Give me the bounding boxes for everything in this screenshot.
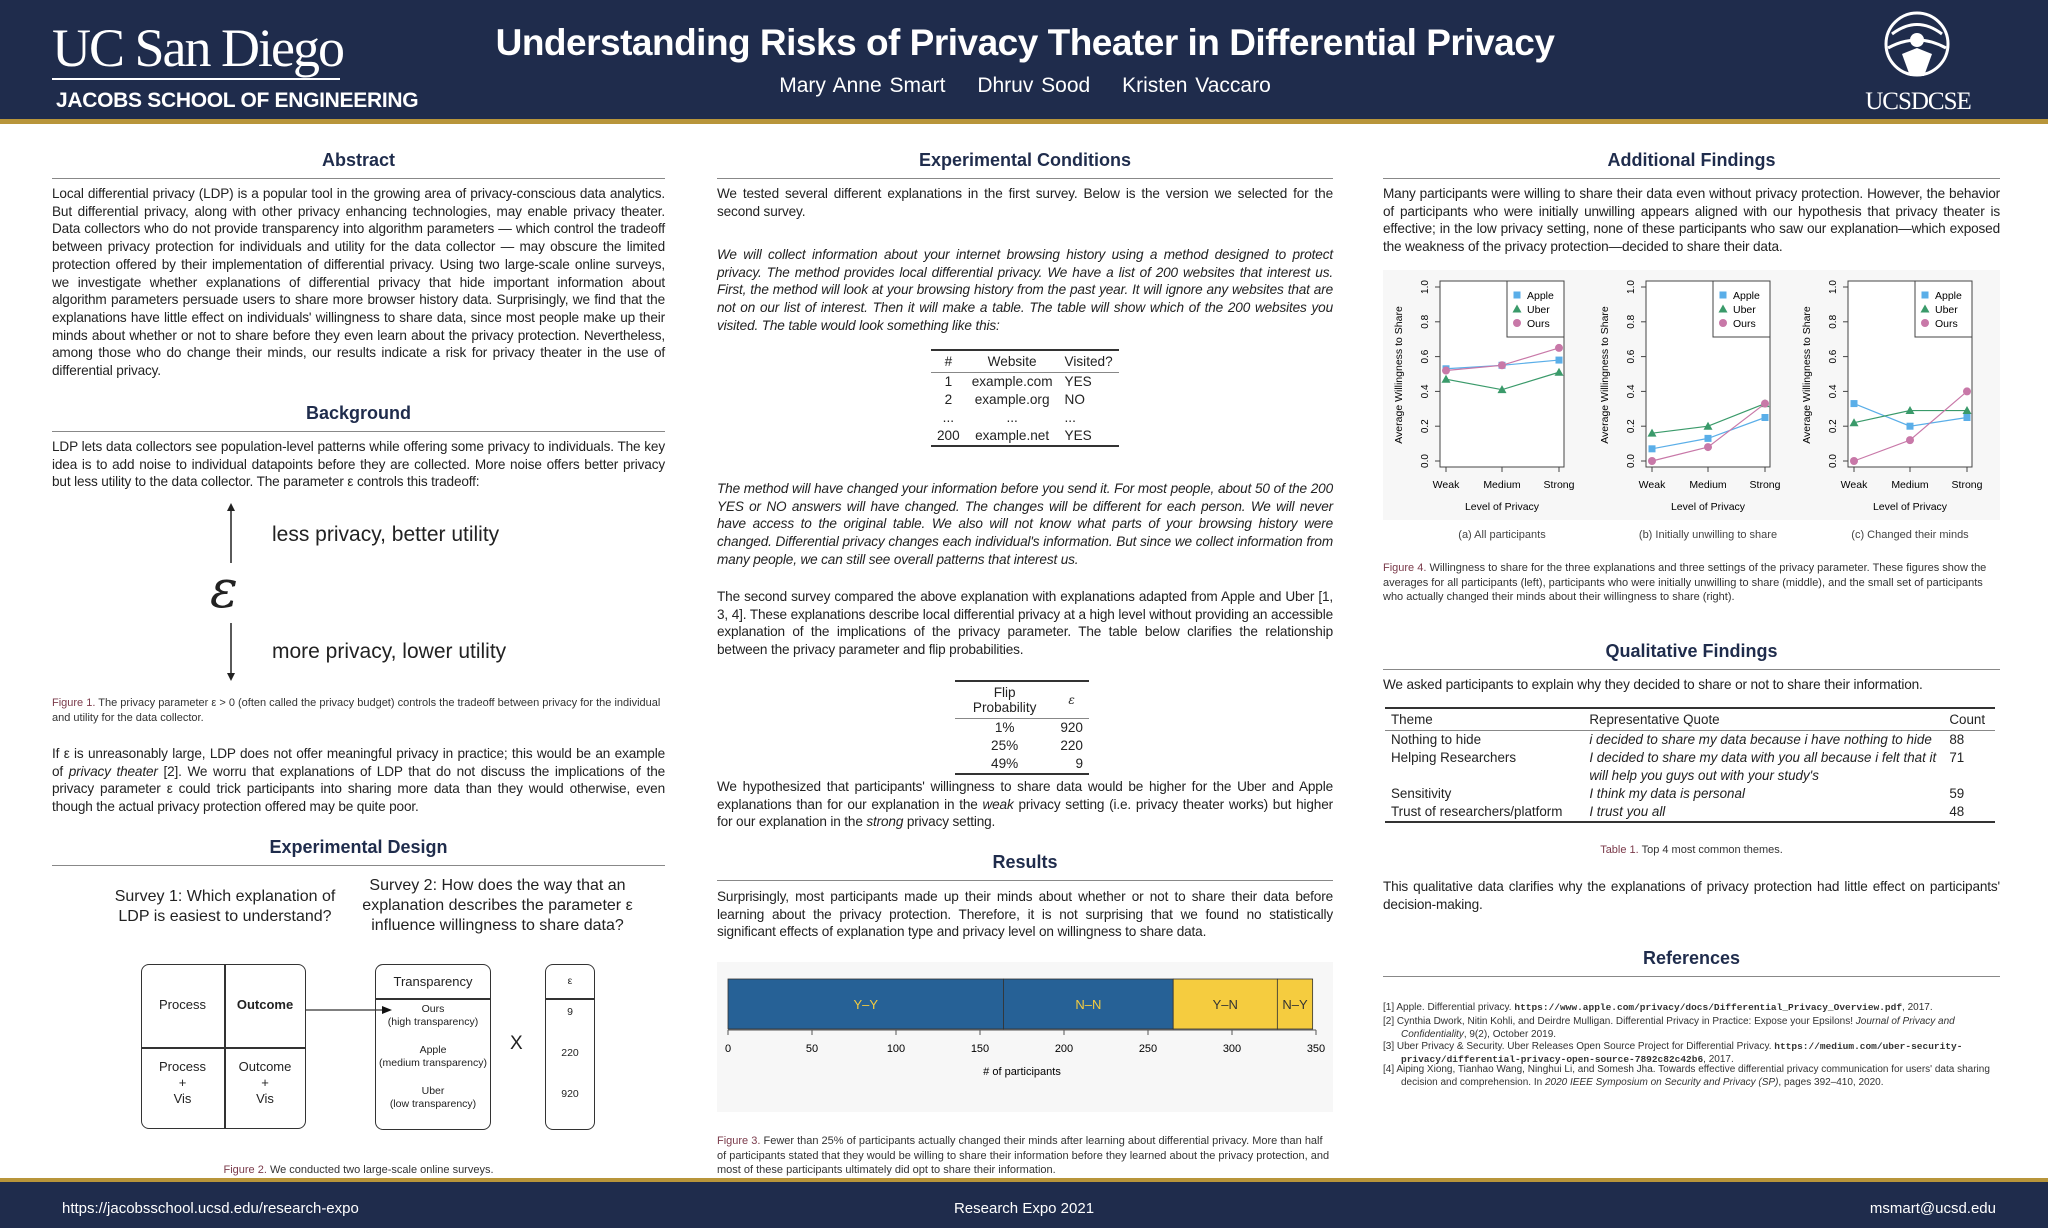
table-cell: I think my data is personal [1589, 786, 1745, 801]
legend-label: Uber [1527, 304, 1550, 316]
epsilon-value: 9 [567, 1006, 573, 1018]
table-cell: 59 [1949, 786, 1965, 801]
reference-item [1383, 1002, 2000, 1015]
additional-text: Many participants were willing to share their data even without privacy protection. However, the behavior of participants who were initially unwilling appears aligned with our hypothesis that privacy theater is effective; in the low privacy setting, none of these participants who saw our explanation—which exposed the weakness of the privacy protection—decided to share their data. [1383, 186, 2000, 255]
x-axis-label: Level of Privacy [1872, 501, 1948, 513]
y-tick-label: 0.4 [1420, 384, 1431, 399]
reference-text: [3] Uber Privacy & Security. Uber Releases Open Source Project for Differential Privacy. [1383, 1041, 1775, 1052]
x-tick-label: 300 [1222, 1043, 1242, 1055]
panel-subtitle: (c) Changed their minds [1851, 529, 1969, 541]
conditions-intro: We tested several different explanations in the first survey. Below is the version we selected for the second survey. [717, 186, 1333, 219]
text-run-italic: strong [866, 814, 904, 830]
y-tick-label: 0.2 [1626, 419, 1637, 434]
explanation-quote-2: The method will have changed your information before you send it. For most people, about 50 of the 200 YES or NO answers will have changed. The changes will be different for each person. We will never have access to the original table. We also will not know what parts of your browsing history were changed. Differential privacy changes each individual's information. But since we collect information from many people, we can still see overall patterns that interest us. [717, 481, 1333, 567]
reference-text: , 2017. [1902, 1002, 1933, 1013]
references-heading: References [1383, 948, 2000, 977]
reference-text: [1] Apple. Differential privacy. [1383, 1002, 1515, 1013]
apple-point [1649, 445, 1656, 452]
author-list [380, 74, 1670, 98]
ours-point [1498, 361, 1506, 369]
item-level: (low transparency) [389, 1098, 477, 1110]
table-row [1385, 731, 1995, 750]
table-cell: 920 [1060, 720, 1083, 735]
table-cell: 200 [937, 428, 960, 443]
legend-label: Apple [1935, 290, 1962, 302]
ours-point [1704, 443, 1712, 451]
epsilon-value: 220 [561, 1047, 579, 1059]
x-axis-label: Level of Privacy [1464, 501, 1540, 513]
column-header: Website [966, 350, 1059, 373]
privacy-theater-text [52, 745, 665, 816]
x-tick-label: 100 [886, 1043, 906, 1055]
second-survey-text: The second survey compared the above explanation with explanations adapted from Apple and Uber [1, 3, 4]. These explanations describe local differential privacy at a high level without providing an accessible explanation of the implications of the privacy parameter. The table below clarifies the relationship between the privacy parameter and flip probabilities. [717, 589, 1333, 658]
table-cell: example.com [971, 374, 1053, 389]
table-cell: 1 [944, 374, 953, 389]
epsilon-value: 920 [561, 1088, 579, 1100]
footer-url-link[interactable]: https://jacobsschool.ucsd.edu/research-expo [62, 1200, 359, 1217]
figure3-bar-chart [717, 962, 1333, 1112]
x-tick-label: Strong [1543, 479, 1575, 491]
table-row [955, 755, 1089, 774]
bar-label: Y–Y [853, 997, 879, 1012]
caption-label: Figure 3. [717, 1135, 761, 1147]
grid-cell-outcome-vis: Outcome + Vis [238, 1059, 292, 1106]
x-tick-label: Medium [1689, 479, 1727, 491]
table-row [931, 391, 1119, 409]
table-cell: Trust of researchers/platform [1391, 804, 1563, 819]
y-tick-label: 1.0 [1626, 280, 1637, 294]
times-symbol: X [510, 1033, 523, 1054]
table-cell: example.net [975, 428, 1050, 443]
reference-link[interactable]: https://medium.com/uber-security-privacy/differential-privacy-open-source-7892c82c42b6 [1401, 1041, 1963, 1065]
caption-label: Figure 2. [223, 1164, 267, 1176]
caption-text: Willingness to share for the three explanations and three settings of the privacy parameter. These figures show the averages for all participants (left), participants who were initially unwilling to share (middle), and the small set of participants who actually changed their minds about their willingness to share (right). [1383, 562, 1987, 603]
reference-text: , 9(2), October 2019. [1463, 1028, 1557, 1040]
y-tick-label: 0.2 [1420, 419, 1431, 434]
item-level: (high transparency) [387, 1016, 479, 1028]
y-tick-label: 0.8 [1828, 314, 1839, 329]
transparency-uber [375, 1085, 491, 1111]
table-cell: NO [1064, 392, 1085, 407]
qualitative-conclusion: This qualitative data clarifies why the explanations of privacy protection had little effect on participants' decision-making. [1383, 879, 2000, 912]
survey2-question: Survey 2: How does the way that an explanation describes the parameter ε influence willingness to share data? [362, 877, 633, 934]
table-cell: 71 [1949, 750, 1965, 765]
table-cell: YES [1064, 428, 1092, 443]
themes-table [1385, 707, 1995, 823]
survey1-question: Survey 1: Which explanation of LDP is easiest to understand? [114, 888, 336, 925]
ours-point [1513, 319, 1521, 327]
apple-point [1907, 423, 1914, 430]
bar-label: N–N [1075, 997, 1102, 1012]
table-cell: 25% [991, 738, 1019, 753]
x-tick-label: Weak [1840, 479, 1868, 491]
ours-point [1442, 367, 1450, 375]
apple-point [1556, 357, 1563, 364]
item-name: Ours [421, 1003, 445, 1015]
figure1-caption [52, 696, 665, 725]
y-axis-label: Average Willingness to Share [1801, 306, 1813, 444]
table-cell: I decided to share my data with you all because i felt that it will help you guys out with your study's [1589, 750, 1937, 783]
table-cell: 9 [1075, 756, 1083, 771]
table-cell: YES [1064, 374, 1092, 389]
table-row [931, 409, 1119, 427]
logo-rule [52, 78, 340, 80]
reference-text: [2] Cynthia Dwork, Nitin Kohli, and Deirdre Mulligan. Differential Privacy in Practice: Expose your Epsilons! [1383, 1016, 1856, 1027]
table-row [931, 427, 1119, 446]
legend-label: Apple [1733, 290, 1760, 302]
item-name: Apple [419, 1044, 447, 1056]
y-tick-label: 0.4 [1626, 384, 1637, 399]
transparency-header: Transparency [393, 974, 473, 989]
legend-label: Ours [1527, 318, 1550, 330]
x-tick-label: Strong [1749, 479, 1781, 491]
website-table [931, 349, 1119, 447]
school-name: JACOBS SCHOOL OF ENGINEERING [56, 89, 419, 112]
legend-label: Uber [1733, 304, 1756, 316]
box-divider [545, 998, 595, 1000]
footer-email-link[interactable]: msmart@ucsd.edu [1869, 1200, 1996, 1217]
text-run: We hypothesized that participants' willingness to share data would be higher for the Uber and Apple explanations than for our explanation in the [717, 779, 1333, 812]
table-cell: Helping Researchers [1391, 750, 1517, 765]
bar-label: N–Y [1282, 997, 1308, 1012]
reference-text: , 2017. [1703, 1053, 1734, 1065]
figure2-caption [52, 1163, 665, 1178]
y-tick-label: 0.2 [1828, 419, 1839, 434]
table-cell: 1% [994, 720, 1015, 735]
text-run: [2]. We worru that explanations of LDP that do not discuss the implications of the privacy parameter ε could trick participants into sharing more data than they would otherwise, even though the actual privacy protection offered may be quite poor. [52, 763, 666, 815]
results-text: Surprisingly, most participants made up their minds about whether or not to share their data before learning about the privacy protection. Therefore, it is not surprising that we found no statistically significant effects of explanation type and privacy level on willingness to share data. [717, 889, 1333, 940]
transparency-apple [375, 1044, 491, 1070]
apple-point [1851, 400, 1858, 407]
caption-label: Figure 4. [1383, 562, 1427, 574]
table-row [1385, 785, 1995, 803]
column-header: Visited? [1059, 350, 1119, 373]
y-tick-label: 0.0 [1828, 454, 1839, 468]
reference-item [1383, 1041, 2000, 1066]
text-run: privacy setting. [903, 814, 996, 830]
additional-heading: Additional Findings [1383, 150, 2000, 179]
results-heading: Results [717, 852, 1333, 881]
header-divider [0, 119, 2048, 124]
column-header: Count [1943, 708, 1995, 731]
text-run-italic: privacy theater [68, 763, 158, 779]
background-heading: Background [52, 403, 665, 432]
x-tick-label: 50 [805, 1043, 819, 1055]
table-row [931, 373, 1119, 392]
qualitative-heading: Qualitative Findings [1383, 641, 2000, 670]
x-tick-label: 350 [1306, 1043, 1326, 1055]
caption-text: We conducted two large-scale online surveys. [266, 1164, 494, 1176]
table-row [1385, 803, 1995, 822]
text-run-italic: weak [982, 796, 1014, 812]
grid-cell-process: Process [159, 997, 206, 1012]
author: Kristen Vaccaro [1122, 74, 1271, 97]
flip-probability-table [955, 680, 1089, 775]
x-tick-label: Weak [1432, 479, 1460, 491]
author: Dhruv Sood [977, 74, 1091, 97]
grid-cell-outcome: Outcome [236, 997, 294, 1012]
y-tick-label: 0.8 [1626, 314, 1637, 329]
table-cell: ... [1006, 410, 1018, 425]
ours-point [1906, 436, 1914, 444]
table-cell: 220 [1060, 738, 1083, 753]
more-privacy-label: more privacy, lower utility [272, 640, 507, 663]
figure4-line-charts [1383, 270, 2000, 550]
reference-item [1383, 1016, 2000, 1041]
hypothesis-text [717, 778, 1333, 831]
grid-divider [141, 1047, 306, 1049]
table-row [955, 719, 1089, 738]
legend-label: Apple [1527, 290, 1554, 302]
dept-logo-text: UCSDCSE [1865, 88, 1971, 115]
table-cell: I trust you all [1589, 804, 1666, 819]
y-tick-label: 0.0 [1420, 454, 1431, 468]
y-axis-label: Average Willingness to Share [1393, 306, 1405, 444]
y-tick-label: 0.6 [1828, 349, 1839, 364]
y-tick-label: 0.6 [1420, 349, 1431, 364]
ours-point [1648, 457, 1656, 465]
text-run: If ε is unreasonably large, LDP does not offer meaningful privacy in practice; this would be an example of [52, 746, 665, 779]
reference-item [1383, 1064, 2000, 1089]
x-tick-label: Strong [1951, 479, 1983, 491]
less-privacy-label: less privacy, better utility [272, 523, 500, 546]
ours-point [1850, 457, 1858, 465]
ours-point [1963, 387, 1971, 395]
legend-label: Ours [1733, 318, 1756, 330]
column-header: Flip Probability [955, 681, 1054, 719]
design-heading: Experimental Design [52, 837, 665, 866]
abstract-text: Local differential privacy (LDP) is a popular tool in the growing area of privacy-conscious data analytics. But differential privacy, along with other privacy enhancing technologies, may enable privacy theater. Data collectors who do not provide transparency into algorithm parameters — which control the tradeoff between privacy protection for individuals and utility for the data collector — may obscure the limited protection offered by their implementation of differential privacy. Using two large-scale online surveys, we investigate whether explanations of differential privacy that hide important information about algorithm parameters persuade users to share more browser history data. Surprisingly, we find that the explanations have little effect on individuals' willingness to share data, since most people make up their minds about whether or not to share before they even learn about the privacy protection. Nevertheless, among those who do change their minds, our results indicate a risk for privacy theater in the use of differential privacy. [52, 186, 665, 379]
ucsd-logo: UC San Diego [52, 18, 343, 78]
table-cell: Nothing to hide [1391, 732, 1482, 747]
reference-venue: Journal of Privacy and Confidentiality [1401, 1016, 1955, 1040]
grid-cell-process-vis: Process + Vis [159, 1059, 206, 1106]
background-text: LDP lets data collectors see population-level patterns while offering some privacy to individuals. The key idea is to add noise to individual datapoints before they are collected. More noise offers better privacy but less utility to the data collector. The parameter ε controls this tradeoff: [52, 439, 665, 490]
x-tick-label: 250 [1138, 1043, 1158, 1055]
table-cell: 48 [1949, 804, 1965, 819]
x-tick-label: 0 [724, 1043, 732, 1055]
reference-text: , pages 392–410, 2020. [1778, 1076, 1884, 1088]
table-row [1385, 749, 1995, 785]
table-cell: i decided to share my data because i have nothing to hide [1589, 732, 1932, 747]
box-divider [375, 998, 491, 1000]
legend-label: Uber [1935, 304, 1958, 316]
table-cell: 88 [1949, 732, 1965, 747]
legend-label: Ours [1935, 318, 1958, 330]
reference-text: [4] Aiping Xiong, Tianhao Wang, Ninghui Li, and Somesh Jha. Towards effective differential privacy communication for users' data sharing decision and comprehension. In [1383, 1064, 1990, 1088]
ours-point [1761, 400, 1769, 408]
author: Mary Anne Smart [779, 74, 946, 97]
apple-point [1720, 292, 1727, 299]
apple-point [1964, 414, 1971, 421]
column-header: Representative Quote [1583, 708, 1943, 731]
caption-label: Figure 1. [52, 697, 96, 709]
x-tick-label: 150 [970, 1043, 990, 1055]
apple-point [1705, 435, 1712, 442]
y-tick-label: 0.4 [1828, 384, 1839, 399]
abstract-heading: Abstract [52, 150, 665, 179]
table1-caption [1383, 843, 2000, 858]
column-header: # [931, 350, 966, 373]
caption-text: Top 4 most common themes. [1638, 844, 1783, 856]
table-cell: ... [942, 410, 955, 425]
table-cell: example.org [974, 392, 1050, 407]
y-tick-label: 0.8 [1420, 314, 1431, 329]
item-name: Uber [421, 1085, 445, 1097]
y-tick-label: 0.6 [1626, 349, 1637, 364]
x-axis-label: Level of Privacy [1670, 501, 1746, 513]
epsilon-header: ε [567, 975, 573, 987]
cse-emblem-icon [1862, 10, 1972, 78]
x-tick-label: Weak [1638, 479, 1666, 491]
apple-point [1514, 292, 1521, 299]
poster-title: Understanding Risks of Privacy Theater in Differential Privacy [495, 22, 1555, 63]
conditions-heading: Experimental Conditions [717, 150, 1333, 179]
apple-point [1762, 414, 1769, 421]
table-cell: ... [1064, 410, 1076, 425]
x-tick-label: Medium [1891, 479, 1929, 491]
panel-subtitle: (a) All participants [1458, 529, 1546, 541]
table-row [955, 737, 1089, 755]
epsilon-symbol: ε [210, 560, 238, 620]
x-axis-label: # of participants [983, 1066, 1061, 1078]
explanation-quote-1: We will collect information about your internet browsing history using a method designed to protect privacy. The method provides local differential privacy. We have a list of 200 websites that interest us. First, the method will look at your browsing history from the past year. It will ignore any websites that are not on our list of interest. Then it will make a table. The table will show which of the 200 websites you visited. The table would look something like this: [717, 247, 1333, 333]
ours-point [1555, 344, 1563, 352]
footer-event: Research Expo 2021 [953, 1200, 1095, 1217]
text-run: privacy setting (i.e. privacy theater works) but higher for our explanation in the [717, 796, 1333, 830]
y-tick-label: 1.0 [1420, 280, 1431, 294]
figure3-caption [717, 1134, 1333, 1178]
caption-text: The privacy parameter ε > 0 (often called the privacy budget) controls the tradeoff between privacy for the individual and utility for the data collector. [52, 697, 661, 724]
column-header: ε [1054, 681, 1089, 719]
figure4-caption [1383, 561, 2000, 605]
table-cell: 49% [991, 756, 1019, 771]
ours-point [1719, 319, 1727, 327]
reference-venue: 2020 IEEE Symposium on Security and Privacy (SP) [1544, 1076, 1779, 1088]
y-tick-label: 0.0 [1626, 454, 1637, 468]
bar-label: Y–N [1212, 997, 1238, 1012]
y-axis-label: Average Willingness to Share [1599, 306, 1611, 444]
qualitative-intro: We asked participants to explain why they decided to share or not to share their information. [1383, 677, 1923, 692]
y-tick-label: 1.0 [1828, 280, 1839, 294]
x-tick-label: 200 [1054, 1043, 1074, 1055]
table-cell: 2 [944, 392, 953, 407]
apple-point [1922, 292, 1929, 299]
transparency-ours [375, 1003, 491, 1029]
panel-subtitle: (b) Initially unwilling to share [1638, 529, 1778, 541]
caption-label: Table 1. [1600, 844, 1639, 856]
table-cell: Sensitivity [1391, 786, 1452, 801]
item-level: (medium transparency) [379, 1057, 487, 1069]
x-tick-label: Medium [1483, 479, 1521, 491]
column-header: Theme [1385, 708, 1583, 731]
ours-point [1921, 319, 1929, 327]
caption-text: Fewer than 25% of participants actually changed their minds after learning about differential privacy. More than half of participants stated that they would be willing to share their information before they learned about the privacy protection, and most of these participants ultimately did opt to share their information. [717, 1135, 1330, 1176]
reference-link[interactable]: https://www.apple.com/privacy/docs/Differential_Privacy_Overview.pdf [1514, 1002, 1903, 1013]
